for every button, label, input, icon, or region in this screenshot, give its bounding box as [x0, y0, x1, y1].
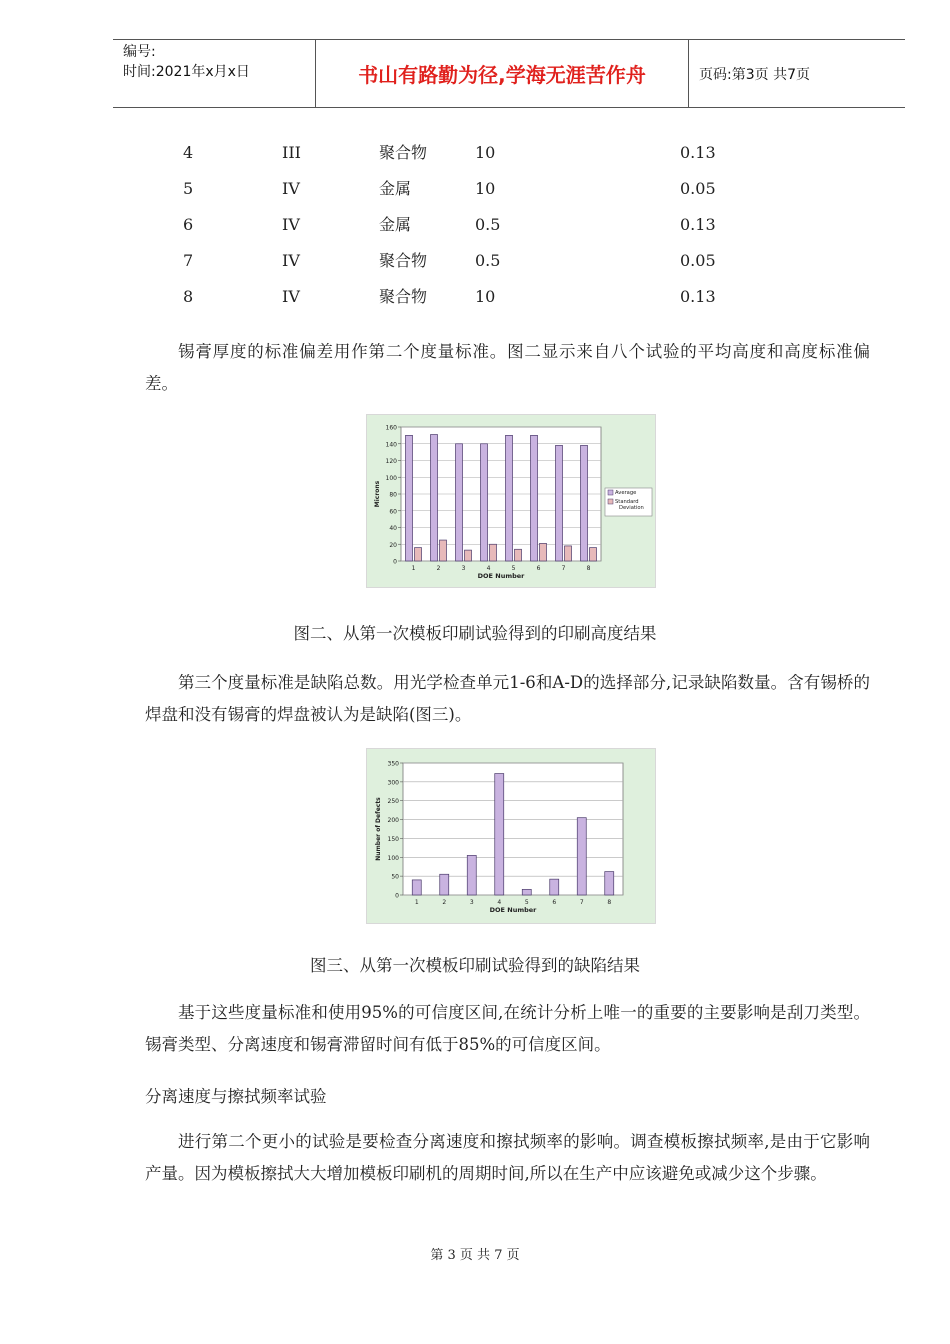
- header-meta: [113, 40, 315, 107]
- x-tick-label: 3: [461, 565, 466, 572]
- table-cell: 0.05: [680, 179, 716, 198]
- x-tick-label: 5: [524, 899, 529, 906]
- legend-swatch: [608, 490, 613, 495]
- x-tick-label: 1: [411, 565, 416, 572]
- section-title: 分离速度与擦拭频率试验: [145, 1087, 327, 1106]
- bar: [556, 445, 563, 561]
- figure-3-chart: [366, 748, 656, 924]
- bar: [577, 818, 586, 895]
- legend-label: Average: [615, 490, 637, 496]
- x-tick-label: 5: [511, 565, 516, 572]
- table-cell: 0.13: [680, 143, 716, 162]
- figure-3-caption: 图三、从第一次模板印刷试验得到的缺陷结果: [310, 956, 640, 975]
- bar: [412, 880, 421, 895]
- table-cell: 6: [183, 215, 194, 234]
- paragraph-analysis: 基于这些度量标准和使用95%的可信度区间,在统计分析上唯一的重要的主要影响是刮刀类型。锡膏类型、分离速度和锡膏滞留时间有低于85%的可信度区间。: [145, 1003, 870, 1054]
- bar: [581, 445, 588, 561]
- table-cell: IV: [282, 179, 300, 198]
- legend-swatch: [608, 499, 613, 504]
- bar: [456, 444, 463, 561]
- table-cell: 聚合物: [379, 287, 428, 306]
- defect-results-chart: [367, 749, 655, 923]
- table-cell: 4: [183, 143, 194, 162]
- table-cell: 金属: [379, 179, 412, 198]
- paragraph-second-experiment: 进行第二个更小的试验是要检查分离速度和擦拭频率的影响。调查模板擦拭频率,是由于它影响产量。因为模板擦拭大大增加模板印刷机的周期时间,所以在生产中应该避免或减少这个步骤。: [145, 1132, 870, 1183]
- table-row: [0, 142, 950, 164]
- x-axis-label: DOE Number: [489, 906, 537, 914]
- header-motto: 书山有路勤为径,学海无涯苦作舟: [315, 40, 689, 107]
- bar: [515, 549, 522, 561]
- figure-2-chart: [366, 414, 656, 588]
- bar: [550, 879, 559, 895]
- table-cell: 10: [475, 143, 496, 162]
- bar: [495, 774, 504, 895]
- y-axis-label: Microns: [374, 480, 381, 508]
- bar: [590, 548, 597, 561]
- plot-area: [403, 763, 623, 895]
- x-tick-label: 4: [486, 565, 491, 572]
- table-cell: 0.13: [680, 215, 716, 234]
- y-tick-label: 100: [387, 854, 399, 862]
- y-tick-label: 50: [391, 873, 399, 881]
- height-results-chart: [367, 415, 655, 587]
- bar: [481, 444, 488, 561]
- bar: [506, 435, 513, 561]
- table-cell: IV: [282, 287, 300, 306]
- y-tick-label: 0: [393, 558, 397, 566]
- x-tick-label: 3: [469, 899, 474, 906]
- y-tick-label: 20: [389, 541, 397, 549]
- page-header: [113, 39, 905, 108]
- paragraph-defect-metric: 第三个度量标准是缺陷总数。用光学检查单元1-6和A-D的选择部分,记录缺陷数量。含有锡桥的焊盘和没有锡膏的焊盘被认为是缺陷(图三)。: [145, 673, 870, 724]
- table-cell: 聚合物: [379, 143, 428, 162]
- table-row: [0, 250, 950, 272]
- table-cell: 10: [475, 287, 496, 306]
- number-label: 编号:: [123, 44, 156, 60]
- y-tick-label: 350: [387, 760, 399, 768]
- x-tick-label: 8: [586, 565, 591, 572]
- y-tick-label: 140: [385, 441, 397, 449]
- table-cell: 聚合物: [379, 251, 428, 270]
- header-page-label: 页码:第3页 共7页: [699, 66, 810, 83]
- legend-label: Standard Deviation: [615, 499, 644, 511]
- table-cell: 5: [183, 179, 194, 198]
- table-cell: 8: [183, 287, 194, 306]
- bar: [490, 544, 497, 561]
- x-tick-label: 1: [414, 899, 419, 906]
- bar: [431, 435, 438, 561]
- table-cell: 0.13: [680, 287, 716, 306]
- x-tick-label: 6: [536, 565, 541, 572]
- table-cell: 10: [475, 179, 496, 198]
- table-row: [0, 178, 950, 200]
- y-tick-label: 100: [385, 474, 397, 482]
- bar: [440, 540, 447, 561]
- table-cell: IV: [282, 215, 300, 234]
- bar: [440, 874, 449, 895]
- y-tick-label: 80: [389, 491, 397, 499]
- x-axis-label: DOE Number: [477, 572, 525, 580]
- x-tick-label: 8: [607, 899, 612, 906]
- bar: [467, 855, 476, 895]
- table-cell: 金属: [379, 215, 412, 234]
- y-tick-label: 40: [389, 525, 397, 532]
- x-tick-label: 7: [561, 565, 566, 572]
- x-tick-label: 7: [579, 899, 584, 906]
- x-tick-label: 4: [497, 899, 502, 906]
- y-tick-label: 120: [385, 458, 397, 465]
- time-label: 时间:2021年x月x日: [123, 64, 250, 80]
- y-tick-label: 160: [385, 424, 397, 432]
- bar: [465, 550, 472, 561]
- bar: [415, 548, 422, 561]
- x-tick-label: 2: [436, 565, 441, 572]
- bar: [565, 546, 572, 561]
- paragraph-height-metric: 锡膏厚度的标准偏差用作第二个度量标准。图二显示来自八个试验的平均高度和高度标准偏差。: [145, 342, 870, 393]
- y-tick-label: 250: [387, 798, 399, 806]
- table-row: [0, 214, 950, 236]
- bar: [531, 435, 538, 561]
- x-tick-label: 2: [442, 899, 447, 906]
- y-tick-label: 60: [389, 508, 397, 516]
- table-row: [0, 286, 950, 308]
- bar: [522, 889, 531, 895]
- page-footer: 第 3 页 共 7 页: [430, 1248, 520, 1263]
- y-tick-label: 200: [387, 817, 399, 825]
- bar: [406, 435, 413, 561]
- y-tick-label: 150: [387, 835, 399, 843]
- y-axis-label: Number of Defects: [375, 797, 382, 861]
- bar: [540, 543, 547, 561]
- table-cell: 7: [183, 251, 194, 270]
- table-cell: 0.5: [475, 251, 501, 270]
- bar: [605, 872, 614, 895]
- table-cell: III: [282, 143, 301, 162]
- table-cell: 0.5: [475, 215, 501, 234]
- y-tick-label: 0: [395, 892, 399, 900]
- y-tick-label: 300: [387, 779, 399, 787]
- figure-2-caption: 图二、从第一次模板印刷试验得到的印刷高度结果: [293, 624, 657, 643]
- table-cell: IV: [282, 251, 300, 270]
- table-cell: 0.05: [680, 251, 716, 270]
- x-tick-label: 6: [552, 899, 557, 906]
